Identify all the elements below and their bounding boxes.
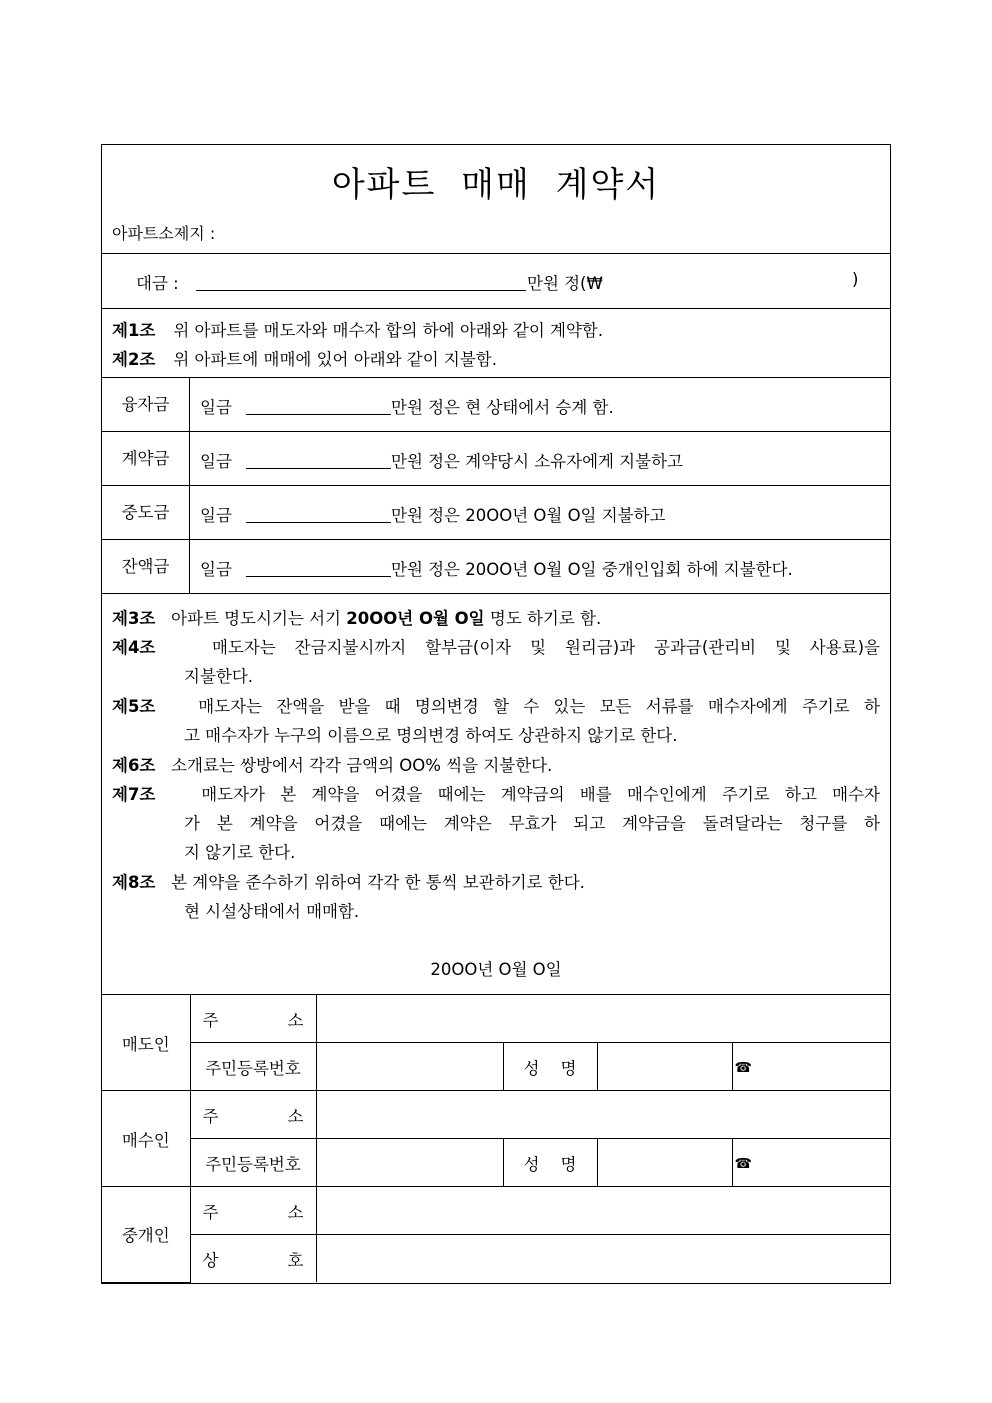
article-text: 가 본 계약을 어겼을 때에는 계약은 무효가 되고 계약금을 돌려달라는 청구를 하 bbox=[184, 814, 880, 833]
article-4 bbox=[112, 633, 880, 691]
article-8 bbox=[112, 868, 880, 926]
payment-value bbox=[190, 378, 890, 431]
amount-blank-line[interactable] bbox=[246, 522, 391, 523]
payment-text: 만원 정은 20OO년 O월 O일 지불하고 bbox=[391, 506, 666, 525]
article-5 bbox=[112, 692, 880, 750]
article-number: 제7조 bbox=[112, 785, 156, 804]
article-text: 위 아파트를 매도자와 매수자 합의 하에 아래와 같이 계약함. bbox=[173, 321, 604, 340]
phone-icon: ☎ bbox=[734, 1156, 752, 1172]
payment-key: 융자금 bbox=[102, 378, 190, 431]
article-number: 제8조 bbox=[112, 873, 156, 892]
article-number: 제4조 bbox=[112, 638, 156, 657]
payment-prefix: 일금 bbox=[200, 398, 232, 417]
seller-address-field[interactable] bbox=[316, 995, 890, 1043]
amount-blank-line[interactable] bbox=[246, 468, 391, 469]
article-text: 본 계약을 준수하기 위하여 각각 한 통씩 보관하기로 한다. bbox=[171, 873, 585, 892]
id-number-key: 주민등록번호 bbox=[190, 1043, 316, 1091]
price-row bbox=[102, 254, 890, 309]
payment-row-deposit bbox=[102, 432, 890, 486]
article-number: 제3조 bbox=[112, 609, 156, 628]
payment-row-loan bbox=[102, 378, 890, 432]
price-unit: 만원 정(₩ bbox=[527, 274, 603, 293]
buyer-phone-field[interactable] bbox=[732, 1139, 890, 1187]
seller-label: 매도인 bbox=[102, 995, 190, 1091]
article-date: 20OO년 O월 O일 bbox=[346, 609, 485, 628]
article-text: 현 시설상태에서 매매함. bbox=[184, 902, 360, 921]
name-key: 성 명 bbox=[503, 1139, 597, 1187]
contract-date: 20OO년 O월 O일 bbox=[430, 960, 562, 979]
article-number: 제5조 bbox=[112, 697, 156, 716]
article-text: 지불한다. bbox=[184, 667, 254, 686]
buyer-address-field[interactable] bbox=[316, 1091, 890, 1139]
agent-business-name-field[interactable] bbox=[316, 1235, 890, 1283]
article-text: 지 않기로 한다. bbox=[184, 843, 296, 862]
phone-icon: ☎ bbox=[734, 1060, 752, 1076]
header-section bbox=[102, 145, 890, 254]
address-label: 아파트소제지 : bbox=[112, 224, 216, 243]
amount-blank-line[interactable] bbox=[246, 576, 391, 577]
price-close-paren: ) bbox=[852, 270, 859, 289]
payment-text: 만원 정은 계약당시 소유자에게 지불하고 bbox=[391, 452, 683, 471]
article-number: 제1조 bbox=[112, 321, 156, 340]
article-text: 위 아파트에 매매에 있어 아래와 같이 지불함. bbox=[173, 350, 497, 369]
id-number-key: 주민등록번호 bbox=[190, 1139, 316, 1187]
agent-address-field[interactable] bbox=[316, 1187, 890, 1235]
buyer-name-field[interactable] bbox=[597, 1139, 732, 1187]
payment-key: 중도금 bbox=[102, 486, 190, 539]
article-text: 고 매수자가 누구의 이름으로 명의변경 하여도 상관하지 않기로 한다. bbox=[184, 726, 678, 745]
business-name-key: 상 호 bbox=[190, 1235, 316, 1283]
article-2 bbox=[112, 346, 497, 370]
address-key: 주 소 bbox=[190, 1187, 316, 1235]
payment-text: 만원 정은 20OO년 O월 O일 중개인입회 하에 지불한다. bbox=[391, 560, 793, 579]
terms-section bbox=[102, 594, 890, 995]
buyer-label: 매수인 bbox=[102, 1091, 190, 1187]
article-6 bbox=[112, 751, 880, 780]
article-number: 제2조 bbox=[112, 350, 156, 369]
address-key: 주 소 bbox=[190, 995, 316, 1043]
article-3 bbox=[112, 604, 880, 633]
seller-id-field[interactable] bbox=[316, 1043, 503, 1091]
article-number: 제6조 bbox=[112, 756, 156, 775]
payment-row-interim bbox=[102, 486, 890, 540]
payment-value bbox=[190, 432, 890, 485]
article-1 bbox=[112, 317, 603, 341]
article-text: 매도자는 잔액을 받을 때 명의변경 할 수 있는 모든 서류를 매수자에게 주기로 하 bbox=[198, 697, 880, 716]
payment-value bbox=[190, 540, 890, 593]
article-text: 명도 하기로 함. bbox=[489, 609, 602, 628]
article-text: 아파트 명도시기는 서기 bbox=[171, 609, 341, 628]
article-text: 매도자가 본 계약을 어겼을 때에는 계약금의 배를 매수인에게 주기로 하고 매수자 bbox=[201, 785, 880, 804]
amount-blank-line[interactable] bbox=[246, 414, 391, 415]
agent-label: 중개인 bbox=[102, 1187, 190, 1283]
article-text: 소개료는 쌍방에서 각각 금액의 OO% 씩을 지불한다. bbox=[171, 756, 553, 775]
buyer-id-field[interactable] bbox=[316, 1139, 503, 1187]
payment-prefix: 일금 bbox=[200, 560, 232, 579]
name-key: 성 명 bbox=[503, 1043, 597, 1091]
payment-text: 만원 정은 현 상태에서 승계 함. bbox=[391, 398, 614, 417]
payment-key: 계약금 bbox=[102, 432, 190, 485]
parties-table bbox=[102, 995, 890, 1283]
payment-value bbox=[190, 486, 890, 539]
article-text: 매도자는 잔금지불시까지 할부금(이자 및 원리금)과 공과금(관리비 및 사용료)을 bbox=[212, 638, 880, 657]
payment-prefix: 일금 bbox=[200, 506, 232, 525]
price-label: 대금 : bbox=[136, 274, 179, 293]
address-key: 주 소 bbox=[190, 1091, 316, 1139]
seller-name-field[interactable] bbox=[597, 1043, 732, 1091]
payment-row-balance bbox=[102, 540, 890, 594]
price-blank-line[interactable] bbox=[196, 290, 526, 291]
article-7 bbox=[112, 780, 880, 867]
contract-document bbox=[101, 144, 891, 1284]
payment-key: 잔액금 bbox=[102, 540, 190, 593]
articles-1-2 bbox=[102, 309, 890, 378]
payment-prefix: 일금 bbox=[200, 452, 232, 471]
document-title: 아파트 매매 계약서 bbox=[331, 165, 661, 205]
seller-phone-field[interactable] bbox=[732, 1043, 890, 1091]
